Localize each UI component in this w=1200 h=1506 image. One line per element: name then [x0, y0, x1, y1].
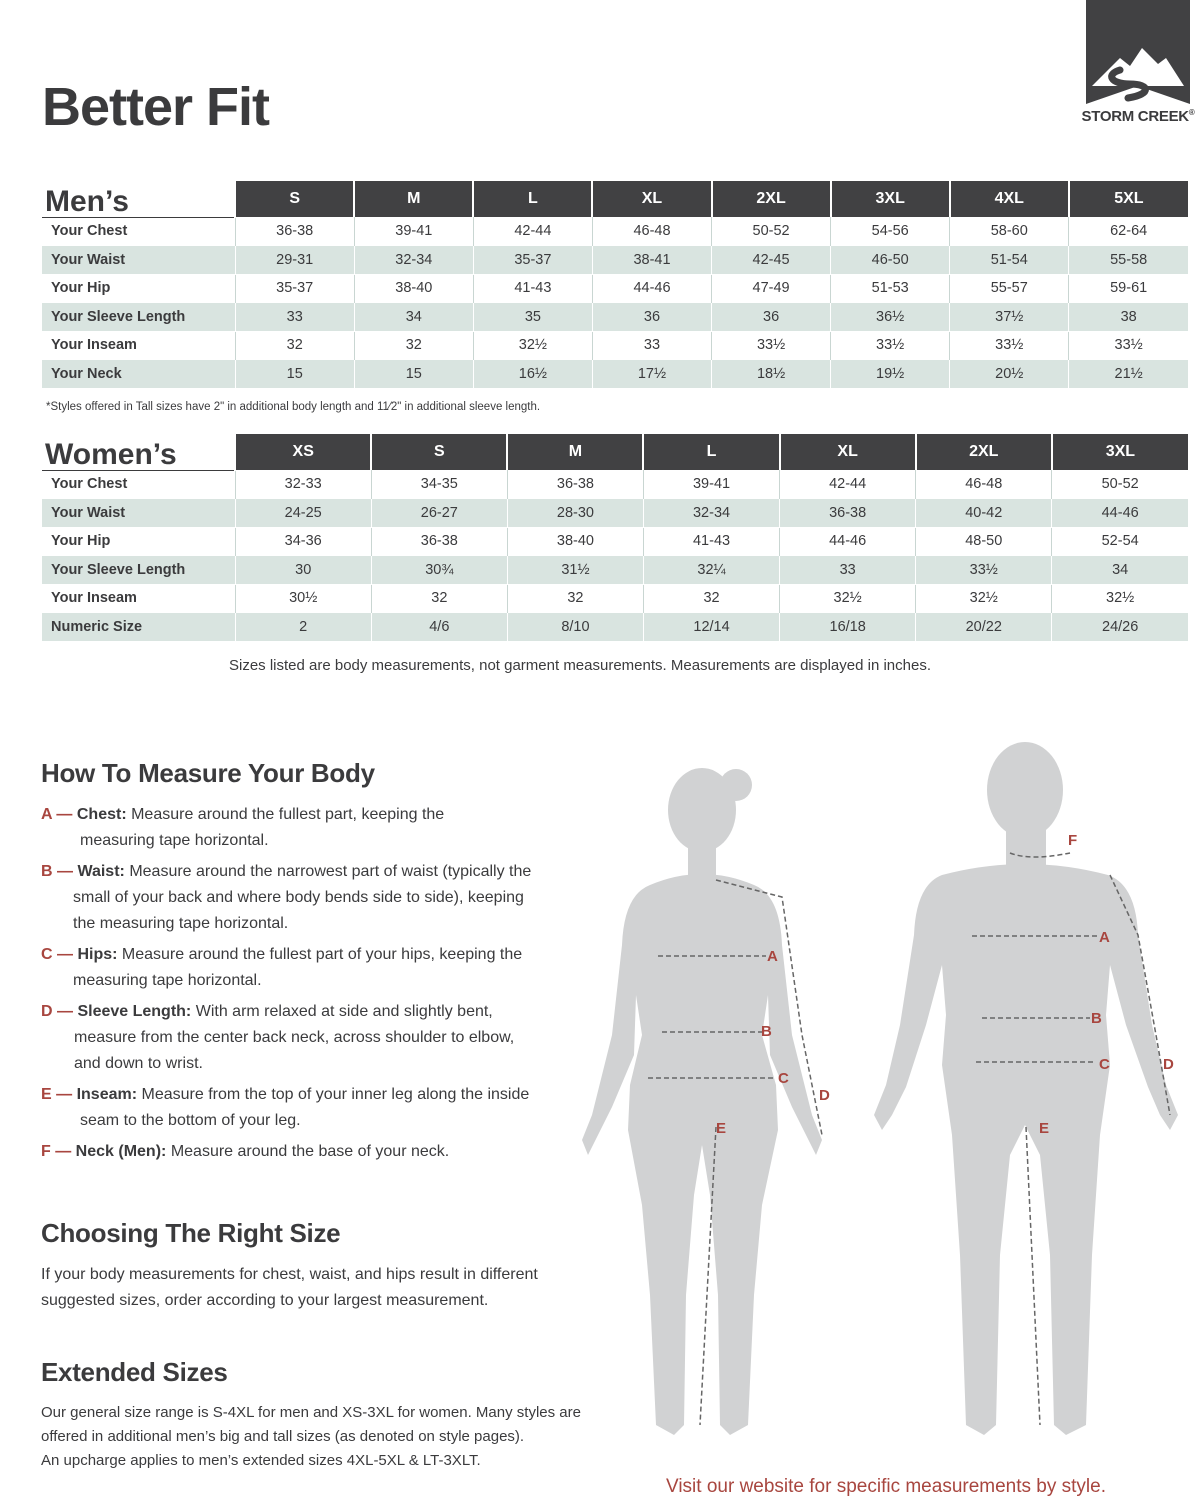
label-a-men: A [1099, 929, 1110, 946]
table-row [42, 360, 1188, 389]
table-cell: 8/10 [507, 613, 643, 642]
table-cell: 35-37 [235, 274, 354, 303]
extended-sizes-text: Our general size range is S-4XL for men and XS-3XL for women. Many styles are offered in additional men’s big and tall sizes (as denoted on style pages). An upcharge applies to men’s extended sizes 4XL-5XL & LT-3XLT. [41, 1404, 581, 1469]
row-label: Your Hip [51, 280, 111, 297]
table-cell: 33½ [831, 331, 950, 360]
mens-size-header: XL [592, 181, 711, 217]
table-cell: 42-44 [473, 217, 592, 246]
table-cell: 30½ [235, 584, 371, 613]
table-cell: 44-46 [592, 274, 711, 303]
tall-footnote: *Styles offered in Tall sizes have 2" in additional body length and 11⁄2" in additional sleeve length. [46, 401, 541, 413]
list-item: E — Inseam: Measure from the top of your inner leg along the inside seam to the bottom of your leg. [41, 1086, 530, 1129]
brand-logo [1081, 0, 1195, 134]
table-cell: 32 [507, 584, 643, 613]
table-cell: 16½ [473, 360, 592, 389]
womens-size-table [42, 434, 1188, 642]
table-cell: 24-25 [235, 499, 371, 528]
table-cell: 36-38 [780, 499, 916, 528]
table-cell: 35-37 [473, 246, 592, 275]
measure-instructions [41, 802, 581, 1170]
woman-silhouette [582, 768, 822, 1435]
label-d-men: D [1163, 1056, 1174, 1073]
mountain-logo-icon [1086, 0, 1190, 104]
table-cell: 19½ [831, 360, 950, 389]
table-cell: 50-52 [712, 217, 831, 246]
visit-website-note: Visit our website for specific measurements by style. [666, 1476, 1106, 1497]
body-measurement-figures [570, 735, 1200, 1455]
womens-size-header: XL [780, 434, 916, 470]
table-cell: 40-42 [916, 499, 1052, 528]
table-cell: 51-53 [831, 274, 950, 303]
womens-size-header: M [507, 434, 643, 470]
table-row [42, 470, 1188, 499]
womens-size-header: 3XL [1052, 434, 1188, 470]
table-cell: 24/26 [1052, 613, 1188, 642]
womens-size-header: 2XL [916, 434, 1052, 470]
table-row [42, 613, 1188, 642]
table-row [42, 331, 1188, 360]
extended-sizes-title: Extended Sizes [41, 1357, 228, 1387]
label-b-women: B [761, 1023, 772, 1040]
label-f-men: F [1068, 832, 1078, 849]
label-a-women: A [767, 948, 778, 965]
label-e-women: E [716, 1120, 727, 1137]
list-item: C — Hips: Measure around the fullest part of your hips, keeping the measuring tape horizontal. [41, 946, 523, 989]
row-label: Your Chest [51, 223, 128, 240]
table-cell: 37½ [950, 303, 1069, 332]
table-cell: 30 [235, 556, 371, 585]
mens-size-header: S [235, 181, 354, 217]
label-e-men: E [1039, 1120, 1050, 1137]
table-cell: 32-34 [354, 246, 473, 275]
row-label: Your Hip [51, 533, 111, 550]
table-row [42, 527, 1188, 556]
table-cell: 15 [354, 360, 473, 389]
table-row [42, 217, 1188, 246]
table-cell: 33½ [1069, 331, 1188, 360]
row-label: Your Inseam [51, 337, 137, 354]
row-label: Your Waist [42, 246, 235, 275]
table-cell: 36-38 [371, 527, 507, 556]
table-cell: 44-46 [780, 527, 916, 556]
table-cell: 38 [1069, 303, 1188, 332]
table-cell: 32-34 [643, 499, 779, 528]
table-cell: 62-64 [1069, 217, 1188, 246]
row-label: Your Sleeve Length [42, 556, 235, 585]
table-row [42, 246, 1188, 275]
womens-size-header: XS [235, 434, 371, 470]
table-cell: 36½ [831, 303, 950, 332]
row-label: Your Inseam [51, 590, 137, 607]
table-cell: 59-61 [1069, 274, 1188, 303]
table-cell: 33 [592, 331, 711, 360]
row-label: Your Sleeve Length [42, 303, 235, 332]
table-cell: 42-44 [780, 470, 916, 499]
table-cell: 21½ [1069, 360, 1188, 389]
page-title: Better Fit [42, 77, 270, 137]
table-cell: 30¾ [371, 556, 507, 585]
table-cell: 2 [235, 613, 371, 642]
table-cell: 12/14 [643, 613, 779, 642]
table-cell: 34 [1052, 556, 1188, 585]
table-cell: 41-43 [643, 527, 779, 556]
table-row [42, 499, 1188, 528]
table-cell: 51-54 [950, 246, 1069, 275]
womens-size-header: L [643, 434, 779, 470]
table-cell: 48-50 [916, 527, 1052, 556]
table-cell: 34 [354, 303, 473, 332]
list-item: F — Neck (Men): Measure around the base of your neck. [41, 1143, 450, 1160]
mens-size-header: M [354, 181, 473, 217]
table-cell: 33 [780, 556, 916, 585]
table-cell: 29-31 [235, 246, 354, 275]
table-cell: 16/18 [780, 613, 916, 642]
table-cell: 58-60 [950, 217, 1069, 246]
table-cell: 32 [354, 331, 473, 360]
table-cell: 20/22 [916, 613, 1052, 642]
table-cell: 47-49 [712, 274, 831, 303]
table-cell: 32¼ [643, 556, 779, 585]
table-cell: 32 [371, 584, 507, 613]
table-cell: 32 [235, 331, 354, 360]
mens-heading: Men’s [42, 181, 235, 217]
row-label: Your Waist [42, 499, 235, 528]
table-cell: 41-43 [473, 274, 592, 303]
table-cell: 39-41 [354, 217, 473, 246]
row-label: Your Chest [51, 476, 128, 493]
row-label: Your Neck [42, 360, 235, 389]
table-cell: 32½ [1052, 584, 1188, 613]
womens-heading: Women’s [42, 434, 235, 470]
mens-size-table [42, 181, 1188, 389]
table-cell: 54-56 [831, 217, 950, 246]
how-to-measure-title: How To Measure Your Body [41, 758, 375, 788]
mens-size-header: 3XL [831, 181, 950, 217]
mens-size-header: 5XL [1069, 181, 1188, 217]
table-cell: 39-41 [643, 470, 779, 499]
table-cell: 32-33 [235, 470, 371, 499]
table-cell: 50-52 [1052, 470, 1188, 499]
label-c-men: C [1099, 1056, 1110, 1073]
table-cell: 38-40 [507, 527, 643, 556]
table-cell: 55-57 [950, 274, 1069, 303]
measurement-note: Sizes listed are body measurements, not garment measurements. Measurements are displayed in inches. [228, 657, 931, 674]
table-cell: 26-27 [371, 499, 507, 528]
table-cell: 44-46 [1052, 499, 1188, 528]
table-cell: 46-50 [831, 246, 950, 275]
table-cell: 32½ [473, 331, 592, 360]
table-cell: 42-45 [712, 246, 831, 275]
mens-size-header: 4XL [950, 181, 1069, 217]
table-cell: 15 [235, 360, 354, 389]
table-row [42, 584, 1188, 613]
label-b-men: B [1091, 1010, 1102, 1027]
mens-size-header: L [473, 181, 592, 217]
table-cell: 18½ [712, 360, 831, 389]
list-item: D — Sleeve Length: With arm relaxed at side and slightly bent, measure from the center back neck, across shoulder to elbow, and down to wrist. [41, 1003, 515, 1072]
label-c-women: C [778, 1070, 789, 1087]
table-cell: 17½ [592, 360, 711, 389]
table-cell: 34-36 [235, 527, 371, 556]
table-cell: 31½ [507, 556, 643, 585]
table-cell: 34-35 [371, 470, 507, 499]
table-cell: 32½ [916, 584, 1052, 613]
table-cell: 20½ [950, 360, 1069, 389]
table-cell: 38-40 [354, 274, 473, 303]
table-row [42, 556, 1188, 585]
row-label: Numeric Size [42, 613, 235, 642]
list-item: B — Waist: Measure around the narrowest part of waist (typically the small of your back and where body bends side to side), keeping the measuring tape horizontal. [41, 863, 532, 932]
table-cell: 32 [643, 584, 779, 613]
table-cell: 35 [473, 303, 592, 332]
mens-size-header: 2XL [712, 181, 831, 217]
table-row [42, 274, 1188, 303]
table-cell: 36-38 [235, 217, 354, 246]
womens-size-header: S [371, 434, 507, 470]
table-cell: 33½ [950, 331, 1069, 360]
table-cell: 46-48 [592, 217, 711, 246]
table-cell: 33½ [712, 331, 831, 360]
table-cell: 52-54 [1052, 527, 1188, 556]
table-cell: 33½ [916, 556, 1052, 585]
table-cell: 36 [592, 303, 711, 332]
choosing-size-text: If your body measurements for chest, waist, and hips result in different suggested sizes, order according to your largest measurement. [41, 1266, 538, 1309]
table-cell: 55-58 [1069, 246, 1188, 275]
table-cell: 36 [712, 303, 831, 332]
choosing-size-title: Choosing The Right Size [41, 1218, 341, 1248]
table-cell: 28-30 [507, 499, 643, 528]
table-cell: 38-41 [592, 246, 711, 275]
table-cell: 36-38 [507, 470, 643, 499]
list-item: A — Chest: Measure around the fullest part, keeping the measuring tape horizontal. [41, 806, 445, 849]
man-silhouette [874, 742, 1178, 1435]
brand-name: STORM CREEK® [1081, 108, 1195, 125]
table-cell: 4/6 [371, 613, 507, 642]
table-cell: 33 [235, 303, 354, 332]
label-d-women: D [819, 1087, 830, 1104]
table-cell: 46-48 [916, 470, 1052, 499]
table-row [42, 303, 1188, 332]
table-cell: 32½ [780, 584, 916, 613]
